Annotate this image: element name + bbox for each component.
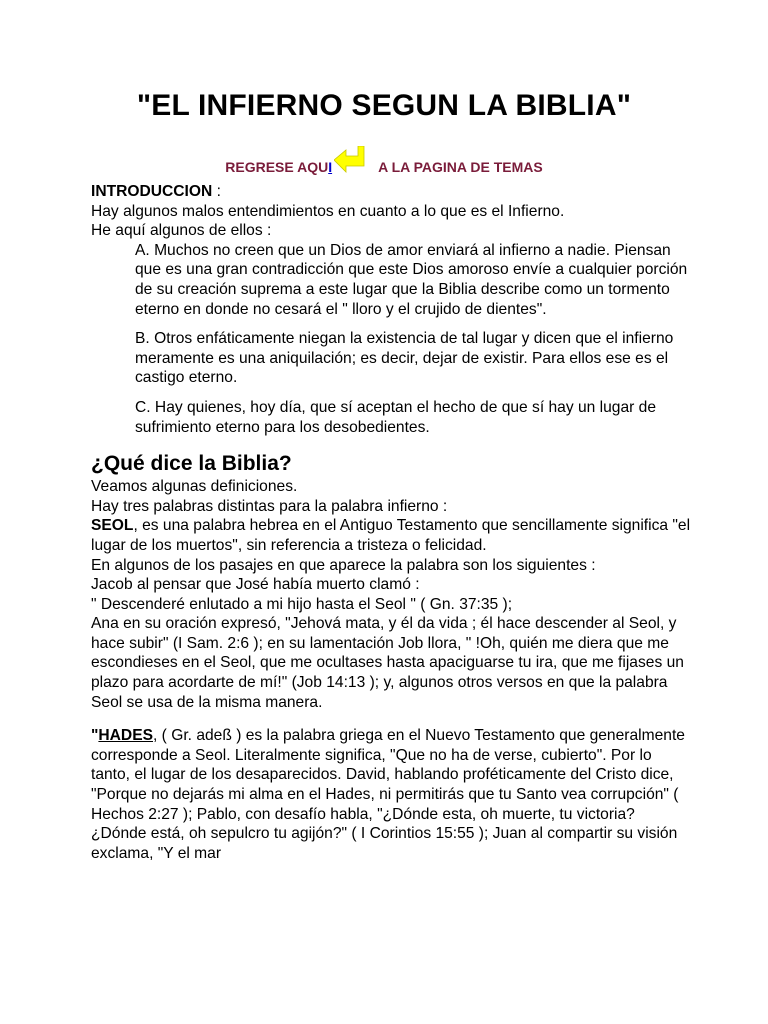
intro-point-b: B. Otros enfáticamente niegan la existencia de tal lugar y dicen que el infierno meramente es una aniquilación; es decir, dejar de existir. Para ellos ese es el castigo eterno. bbox=[135, 330, 674, 387]
hades-definition bbox=[91, 726, 691, 863]
hades-quote: " bbox=[91, 727, 99, 745]
intro-line-2: He aquí algunos de ellos : bbox=[91, 222, 272, 240]
article-body bbox=[91, 182, 691, 863]
back-link[interactable] bbox=[328, 159, 332, 175]
biblia-line-1: Veamos algunas definiciones. bbox=[91, 478, 298, 496]
intro-line-1: Hay algunos malos entendimientos en cuanto a lo que es el Infierno. bbox=[91, 202, 565, 220]
intro-heading: INTRODUCCION bbox=[91, 183, 213, 200]
intro-heading-suffix: : bbox=[212, 183, 221, 200]
biblia-line-2: Hay tres palabras distintas para la palabra infierno : bbox=[91, 497, 448, 515]
seol-text: , es una palabra hebrea en el Antiguo Testamento que sencillamente significa "el lugar de los muertos", sin referencia a tristeza o felicidad. bbox=[91, 517, 691, 554]
biblia-line-4: Jacob al pensar que José había muerto clamó : bbox=[91, 576, 420, 594]
intro-point-c: C. Hay quienes, hoy día, que sí aceptan el hecho de que sí hay un lugar de sufrimiento eterno para los desobedientes. bbox=[135, 398, 657, 436]
biblia-line-5: " Descenderé enlutado a mi hijo hasta el Seol " ( Gn. 37:35 ); bbox=[91, 595, 513, 613]
nav-back-line bbox=[0, 146, 768, 176]
hades-term: HADES bbox=[98, 727, 153, 745]
seol-definition bbox=[91, 516, 691, 555]
hades-text: , ( Gr. adeß ) es la palabra griega en el Nuevo Testamento que generalmente corresponde a Seol. Literalmente significa, "Que no ha de verse, cubierto". Por lo tanto, el lugar de los desaparecidos. David, hablando proféticamente del Cristo dice, "Porque no dejarás mi alma en el Hades, ni permitirás que tu Santo vea corrupción" ( Hechos 2:27 ); Pablo, con desafío habla, "¿Dónde esta, oh muerte, tu victoria? ¿Dónde está, oh sepulcro tu agijón?" ( I Corintios 15:55 ); Juan al compartir su visión exclama, "Y el mar bbox=[91, 727, 685, 862]
seol-term: SEOL bbox=[91, 517, 134, 535]
intro-point-a: A. Muchos no creen que un Dios de amor enviará al infierno a nadie. Piensan que es una gran contradicción que este Dios amoroso envíe a cualquier porción de su creación suprema a este lugar que la Biblia describe como un tormento eterno en donde no cesará el " lloro y el crujido de dientes". bbox=[135, 241, 688, 318]
section-heading-biblia: ¿Qué dice la Biblia? bbox=[91, 452, 292, 476]
nav-back-text: REGRESE AQU bbox=[225, 159, 329, 175]
yellow-left-arrow-icon[interactable] bbox=[334, 146, 372, 176]
page-title: "EL INFIERNO SEGUN LA BIBLIA" bbox=[136, 89, 632, 122]
biblia-line-6: Ana en su oración expresó, "Jehová mata, y él da vida ; él hace descender al Seol, y hace subir" (I Sam. 2:6 ); en su lamentación Job llora, " !Oh, quién me diera que me escondieses en el Seol, que me ocultases hasta apaciguarse tu ira, que me fijases un plazo para acordarte de mí!" (Job 14:13 ); y, algunos otros versos en que la palabra Seol se usa de la misma manera. bbox=[91, 615, 684, 711]
intro-heading-line bbox=[91, 182, 691, 202]
back-link-label: I bbox=[328, 159, 333, 175]
nav-topics-text: A LA PAGINA DE TEMAS bbox=[378, 159, 543, 175]
biblia-line-3: En algunos de los pasajes en que aparece la palabra son los siguientes : bbox=[91, 556, 596, 574]
